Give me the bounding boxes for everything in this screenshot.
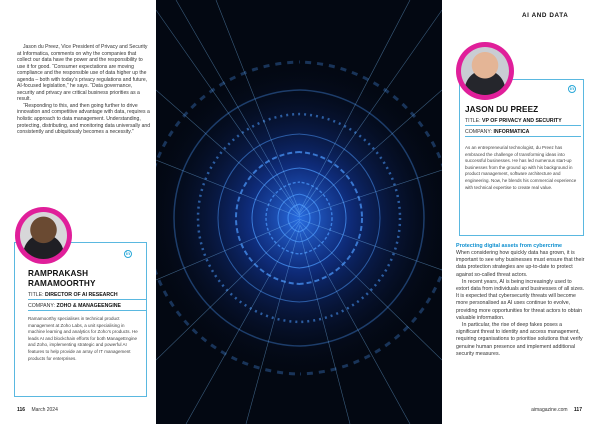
avatar-du-preez [456, 42, 514, 100]
right-page [300, 0, 600, 424]
issue-date: March 2024 [31, 407, 58, 413]
person-company-row [28, 302, 146, 311]
digital-tunnel-illustration [156, 0, 300, 424]
portrait-photo [20, 212, 67, 259]
article-paragraph: When considering how quickly data has grown, it is important to see why businesses must ensure that their data protection strategies are up-to-date to protect against so-called threat actors. [456, 250, 585, 278]
person-bio: Ramamoorthy specialises in technical product management at Zoho Labs, a unit specialising in machine learning and analytics for Zoho’s products. He leads AI and blockchain efforts for both ManageEngine and Zoho, implementing strategic and powerful AI features to help provide an array of IT management products for enterprises. [28, 316, 138, 361]
intro-text [17, 44, 151, 136]
page-folio-left [17, 407, 58, 413]
article-body [456, 243, 586, 358]
article-paragraph: In recent years, AI is being increasingly used to extort data from individuals and businesses of all sizes. It is expected that cybersecurity threats will become more personalised as AI uses continue to evolve, providing more opportunities for threat actors to obtain valuable information. [456, 278, 585, 321]
intro-paragraph: “Responding to this, and then going further to drive innovation and competitive advantage with data, requires a holistic approach to data management. Understanding, protecting, distributing, and monitoring data universally and consistently and ubiquitously becomes a necessity.” [17, 102, 151, 136]
person-bio: As an entrepreneurial technologist, du Preez has embraced the challenge of transforming ideas into successful businesses. He has led numerous start-up businesses from the ground up with his background in product management, software architecture and engineering. Now, he blends his commercial experience with technical expertise to create real value. [465, 145, 577, 190]
linkedin-icon[interactable]: in [570, 86, 574, 91]
article-heading: Protecting digital assets from cybercrime [456, 243, 563, 249]
linkedin-icon[interactable]: in [126, 251, 130, 256]
digital-tunnel-illustration-right [300, 0, 442, 424]
digital-tunnel-illustration [300, 0, 442, 424]
company-label: COMPANY: [465, 129, 492, 135]
avatar-ramamoorthy [15, 207, 72, 264]
site-url[interactable]: aimagazine.com [531, 407, 568, 413]
person-title-row [465, 117, 581, 126]
company-label: COMPANY: [28, 303, 55, 309]
section-tag: AI AND DATA [522, 12, 569, 19]
title-label: TITLE: [28, 292, 44, 298]
person-title-row [28, 291, 146, 300]
intro-paragraph: Jason du Preez, Vice President of Privacy and Security at Informatica, comments on why the companies that collect our data have the power and the responsibility to use it for good. “Consumer expectations are moving compliance and the responsible use of data higher up the agenda – both with today’s privacy regulations and future, AI-focused legislation,” he says. “Data governance, security and privacy are critical business priorities as a result. [17, 44, 148, 103]
person-company-row [465, 128, 581, 137]
company-value: INFORMATICA [493, 129, 530, 135]
page-number: 116 [17, 407, 26, 413]
portrait-photo [461, 47, 509, 95]
title-value: VP OF PRIVACY AND SECURITY [482, 118, 562, 124]
page-folio-right [531, 407, 582, 413]
digital-tunnel-illustration-left [156, 0, 300, 424]
company-value: ZOHO & MANAGEENGINE [56, 303, 122, 309]
article-paragraph: In particular, the rise of deep fakes poses a significant threat to identity and access management, requiring organisations to prioritise solutions that verify genuine human presence and implement additional security measures. [456, 322, 583, 357]
person-name: RAMPRAKASH RAMAMOORTHY [28, 269, 96, 288]
person-name: JASON DU PREEZ [465, 105, 539, 114]
left-text-column [0, 0, 156, 424]
title-value: DIRECTOR OF AI RESEARCH [45, 292, 118, 298]
page-number: 117 [573, 407, 582, 413]
title-label: TITLE: [465, 118, 481, 124]
